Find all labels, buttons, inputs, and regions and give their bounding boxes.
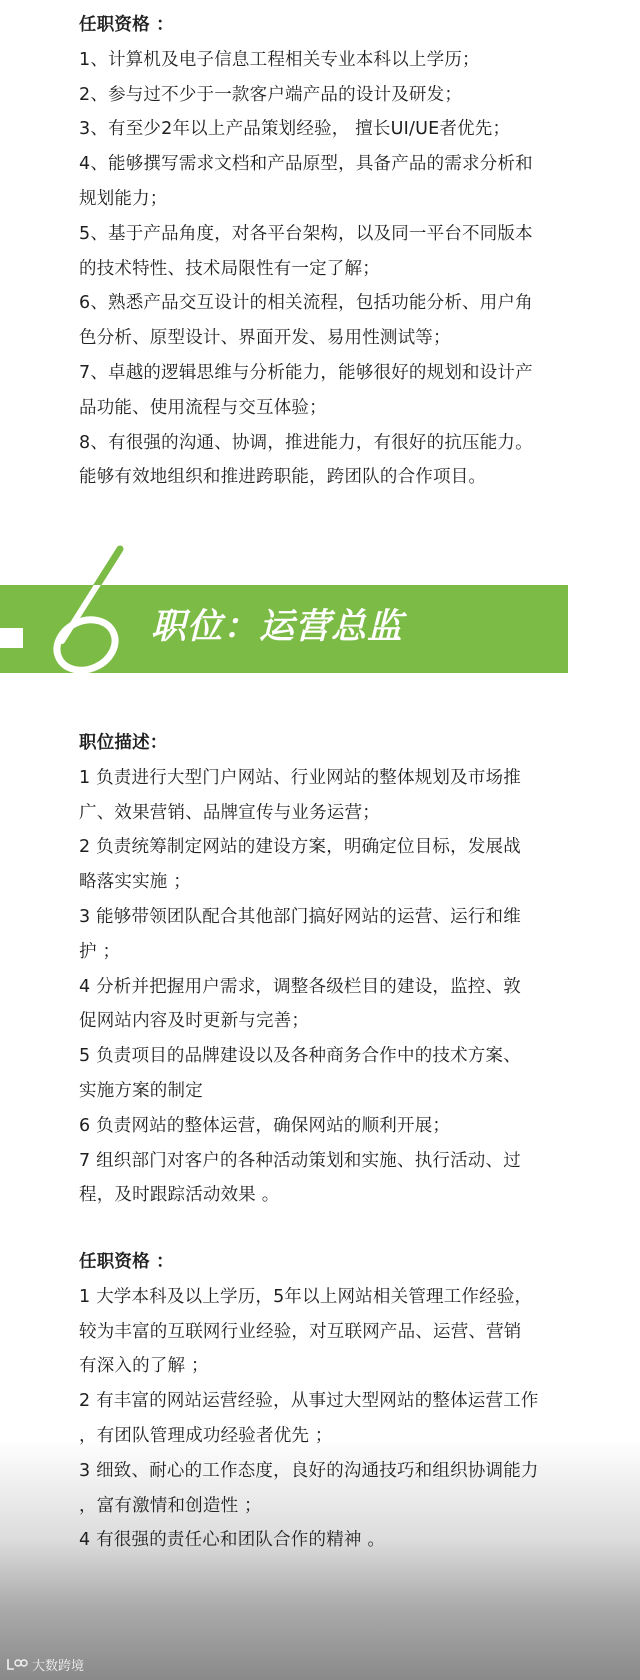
description-line: 5 负责项目的品牌建设以及各种商务合作中的技术方案、 <box>79 1046 521 1067</box>
qualification-line: ，富有激情和创造性 ； <box>79 1495 262 1516</box>
qualification-line: 能够有效地组织和推进跨职能，跨团队的合作项目。 <box>79 467 487 488</box>
description-heading: 职位描述： <box>79 733 168 753</box>
qualification-line: 有深入的了解 ； <box>79 1356 209 1377</box>
description-line: 实施方案的制定 <box>79 1080 203 1101</box>
qualification-line: 2 有丰富的网站运营经验，从事过大型网站的整体运营工作 <box>79 1391 539 1412</box>
qualification-line: 3、有至少2年以上产品策划经验， 擅长UI/UE者优先； <box>79 119 511 140</box>
qualification-line: 1 大学本科及以上学历，5年以上网站相关管理工作经验， <box>79 1286 533 1307</box>
description-line: 7 组织部门对客户的各种活动策划和实施、执行活动、过 <box>79 1150 521 1171</box>
qualification-line: 4 有很强的责任心和团队合作的精神 。 <box>79 1530 386 1551</box>
qualifications-section-1 <box>79 8 579 495</box>
qualification-line: 3 细致、耐心的工作态度，良好的沟通技巧和组织协调能力 <box>79 1460 539 1481</box>
description-line: 程，及时跟踪活动效果 。 <box>79 1185 280 1206</box>
description-line: 广、效果营销、品牌宣传与业务运营； <box>79 802 380 823</box>
description-line: 3 能够带领团队配合其他部门搞好网站的运营、运行和维 <box>79 906 521 927</box>
qualification-line: 4、能够撰写需求文档和产品原型，具备产品的需求分析和 <box>79 154 533 175</box>
watermark-text: 大数跨境 <box>32 1658 85 1674</box>
banner-title: 职位：运营总监 <box>151 607 404 647</box>
qualification-line: 8、有很强的沟通、协调，推进能力，有很好的抗压能力。 <box>79 432 533 453</box>
description-line: 护 ； <box>79 941 121 962</box>
qualification-line: 6、熟悉产品交互设计的相关流程，包括功能分析、用户角 <box>79 293 533 314</box>
qualification-line: 5、基于产品角度，对各平台架构，以及同一平台不同版本 <box>79 223 533 244</box>
qualification-line: 较为丰富的互联网行业经验，对互联网产品、运营、营销 <box>79 1321 522 1342</box>
description-line: 4 分析并把握用户需求，调整各级栏目的建设，监控、敦 <box>79 976 521 997</box>
description-line: 2 负责统筹制定网站的建设方案，明确定位目标，发展战 <box>79 837 521 858</box>
job-description-section <box>79 726 579 1213</box>
qualification-line: 色分析、原型设计、界面开发、易用性测试等； <box>79 328 451 349</box>
description-line: 略落实实施 ； <box>79 872 191 893</box>
qualification-line: 1、计算机及电子信息工程相关专业本科以上学历； <box>79 49 480 70</box>
footer-watermark <box>6 1654 84 1674</box>
qualification-line: 的技术特性、技术局限性有一定了解； <box>79 258 380 279</box>
qualification-line: 规划能力； <box>79 188 168 209</box>
qualification-line: 品功能、使用流程与交互体验； <box>79 397 327 418</box>
qualification-line: 7、卓越的逻辑思维与分析能力，能够很好的规划和设计产 <box>79 362 533 383</box>
qualifications-section-2 <box>79 1245 579 1558</box>
banner-number-six <box>40 545 140 675</box>
banner-accent-square <box>0 628 23 648</box>
description-line: 1 负责进行大型门户网站、行业网站的整体规划及市场推 <box>79 767 521 788</box>
qualifications-heading: 任职资格 ： <box>79 1252 174 1272</box>
description-line: 促网站内容及时更新与完善； <box>79 1011 310 1032</box>
watermark-logo-icon <box>6 1657 28 1671</box>
qualifications-heading: 任职资格 ： <box>79 15 174 35</box>
description-line: 6 负责网站的整体运营，确保网站的顺利开展； <box>79 1115 451 1136</box>
qualification-line: ，有团队管理成功经验者优先 ； <box>79 1425 333 1446</box>
qualification-line: 2、参与过不少于一款客户端产品的设计及研发； <box>79 84 463 105</box>
